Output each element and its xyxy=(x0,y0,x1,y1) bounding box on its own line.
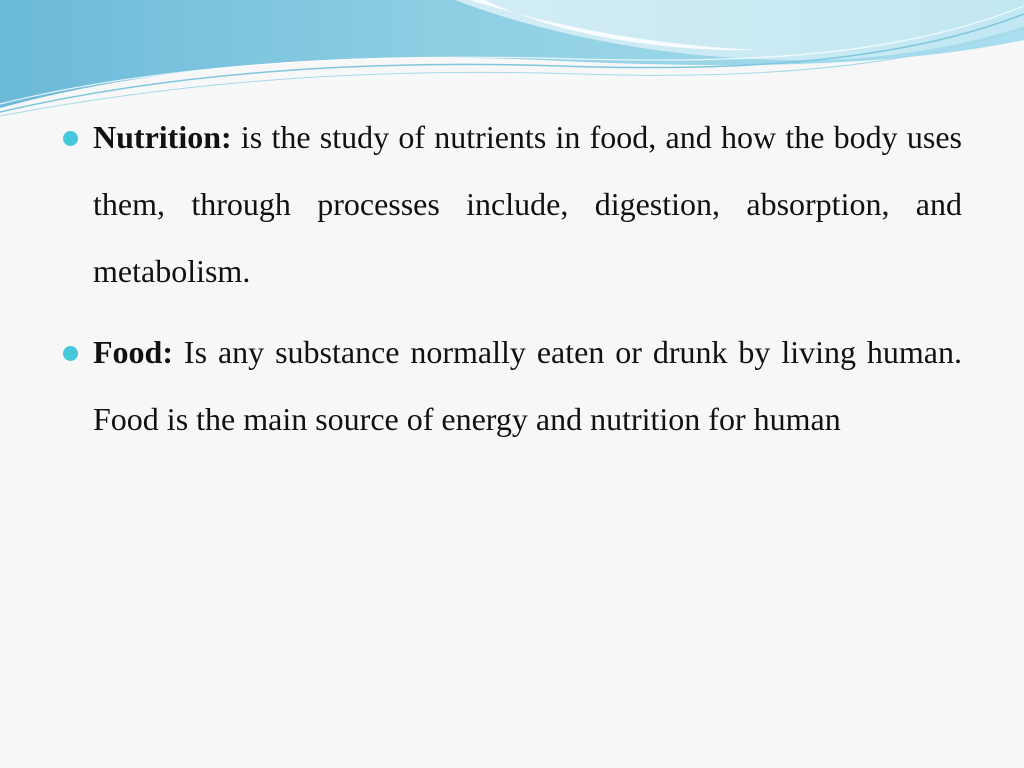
bullet-item-food xyxy=(60,319,962,453)
bullet-dot-icon xyxy=(63,131,78,146)
bullet-definition: is the study of nutrients in food, and how the body uses them, through processes include, digestion, absorption, and metabolism. xyxy=(93,119,962,289)
bullet-definition: Is any substance normally eaten or drunk by living human. Food is the main source of energy and nutrition for human xyxy=(93,334,962,437)
bullet-term: Nutrition: xyxy=(93,119,232,155)
bullet-text xyxy=(93,319,962,453)
header-wave-decoration xyxy=(0,0,1024,120)
bullet-list xyxy=(60,104,962,467)
bullet-text xyxy=(93,104,962,305)
bullet-term: Food: xyxy=(93,334,173,370)
bullet-item-nutrition xyxy=(60,104,962,305)
bullet-dot-icon xyxy=(63,346,78,361)
